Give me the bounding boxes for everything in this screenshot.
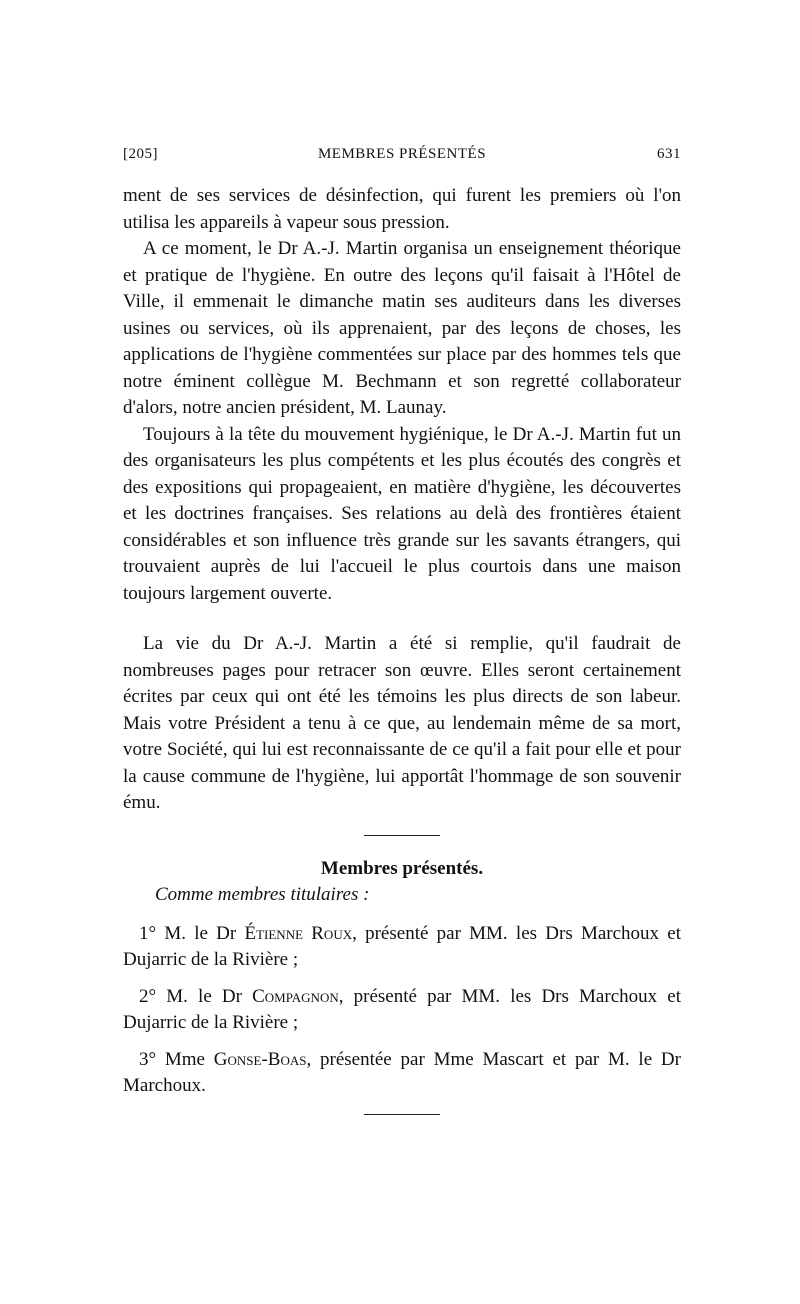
member-entry bbox=[123, 984, 681, 1037]
running-header bbox=[123, 146, 681, 172]
paragraph-congresses: Toujours à la tête du mouvement hygiénique, le Dr A.-J. Martin fut un des organisateurs les plus compétents et les plus écoutés des congrès et des expositions qui propageaient, en matière d'hygiène, les découvertes et les doctrines françaises. Ses relations au delà des frontières étaient considérables et son influence très grande sur les savants étrangers, qui trouvaient auprès de lui l'accueil le plus courtois dans une maison toujours largement ouverte. bbox=[123, 423, 681, 604]
member-prefix: 3° Mme bbox=[139, 1048, 214, 1070]
member-details: , présentée par Mme Mascart et par M. le Dr Marchoux. bbox=[123, 1048, 681, 1096]
member-prefix: 2° M. le Dr bbox=[139, 985, 253, 1007]
running-title: MEMBRES PRÉSENTÉS bbox=[317, 146, 487, 162]
page-bracket-number: [205] bbox=[123, 146, 158, 162]
paragraph-tribute: La vie du Dr A.-J. Martin a été si remplie, qu'il faudrait de nombreuses pages pour retracer son œuvre. Elles seront certainement écrites par ceux qui ont été les témoins les plus directs de son labeur. Mais votre Président a tenu à ce que, au lendemain même de sa mort, votre Société, qui lui est reconnaissante de ce qu'il a fait pour elle et pour la cause commune de l'hygiène, lui apportât l'hommage de son souvenir ému. bbox=[123, 633, 681, 813]
body-text bbox=[123, 183, 681, 1115]
paragraph-teaching: A ce moment, le Dr A.-J. Martin organisa un enseignement théorique et pratique de l'hygiène. En outre des leçons qu'il faisait à l'Hôtel de Ville, il emmenait le dimanche matin ses auditeurs dans les diverses usines ou services, où ils apprenaient, par des leçons de choses, les applications de l'hygiène commentées sur place par des hommes tels que notre éminent collègue M. Bechmann et son regretté collaborateur d'alors, notre ancien président, M. Launay. bbox=[123, 238, 681, 418]
end-divider bbox=[364, 1114, 440, 1115]
section-divider bbox=[364, 835, 440, 836]
member-entry bbox=[123, 1047, 681, 1100]
paragraph-continuation: ment de ses services de désinfection, qui furent les premiers où l'on utilisa les appareils à vapeur sous pression. bbox=[123, 185, 681, 233]
member-entry bbox=[123, 921, 681, 974]
member-details: , présenté par MM. les Drs Marchoux et Dujarric de la Rivière ; bbox=[123, 922, 681, 970]
section-title: Membres présentés. bbox=[320, 857, 484, 879]
member-details: , présenté par MM. les Drs Marchoux et Dujarric de la Rivière ; bbox=[123, 985, 681, 1033]
section-intro: Comme membres titulaires : bbox=[155, 884, 370, 905]
member-name: Compagnon bbox=[252, 985, 339, 1007]
member-name: Étienne Roux bbox=[244, 922, 353, 944]
page-number: 631 bbox=[657, 146, 681, 162]
member-prefix: 1° M. le Dr bbox=[139, 922, 245, 944]
member-name: Gonse-Boas bbox=[213, 1048, 307, 1070]
